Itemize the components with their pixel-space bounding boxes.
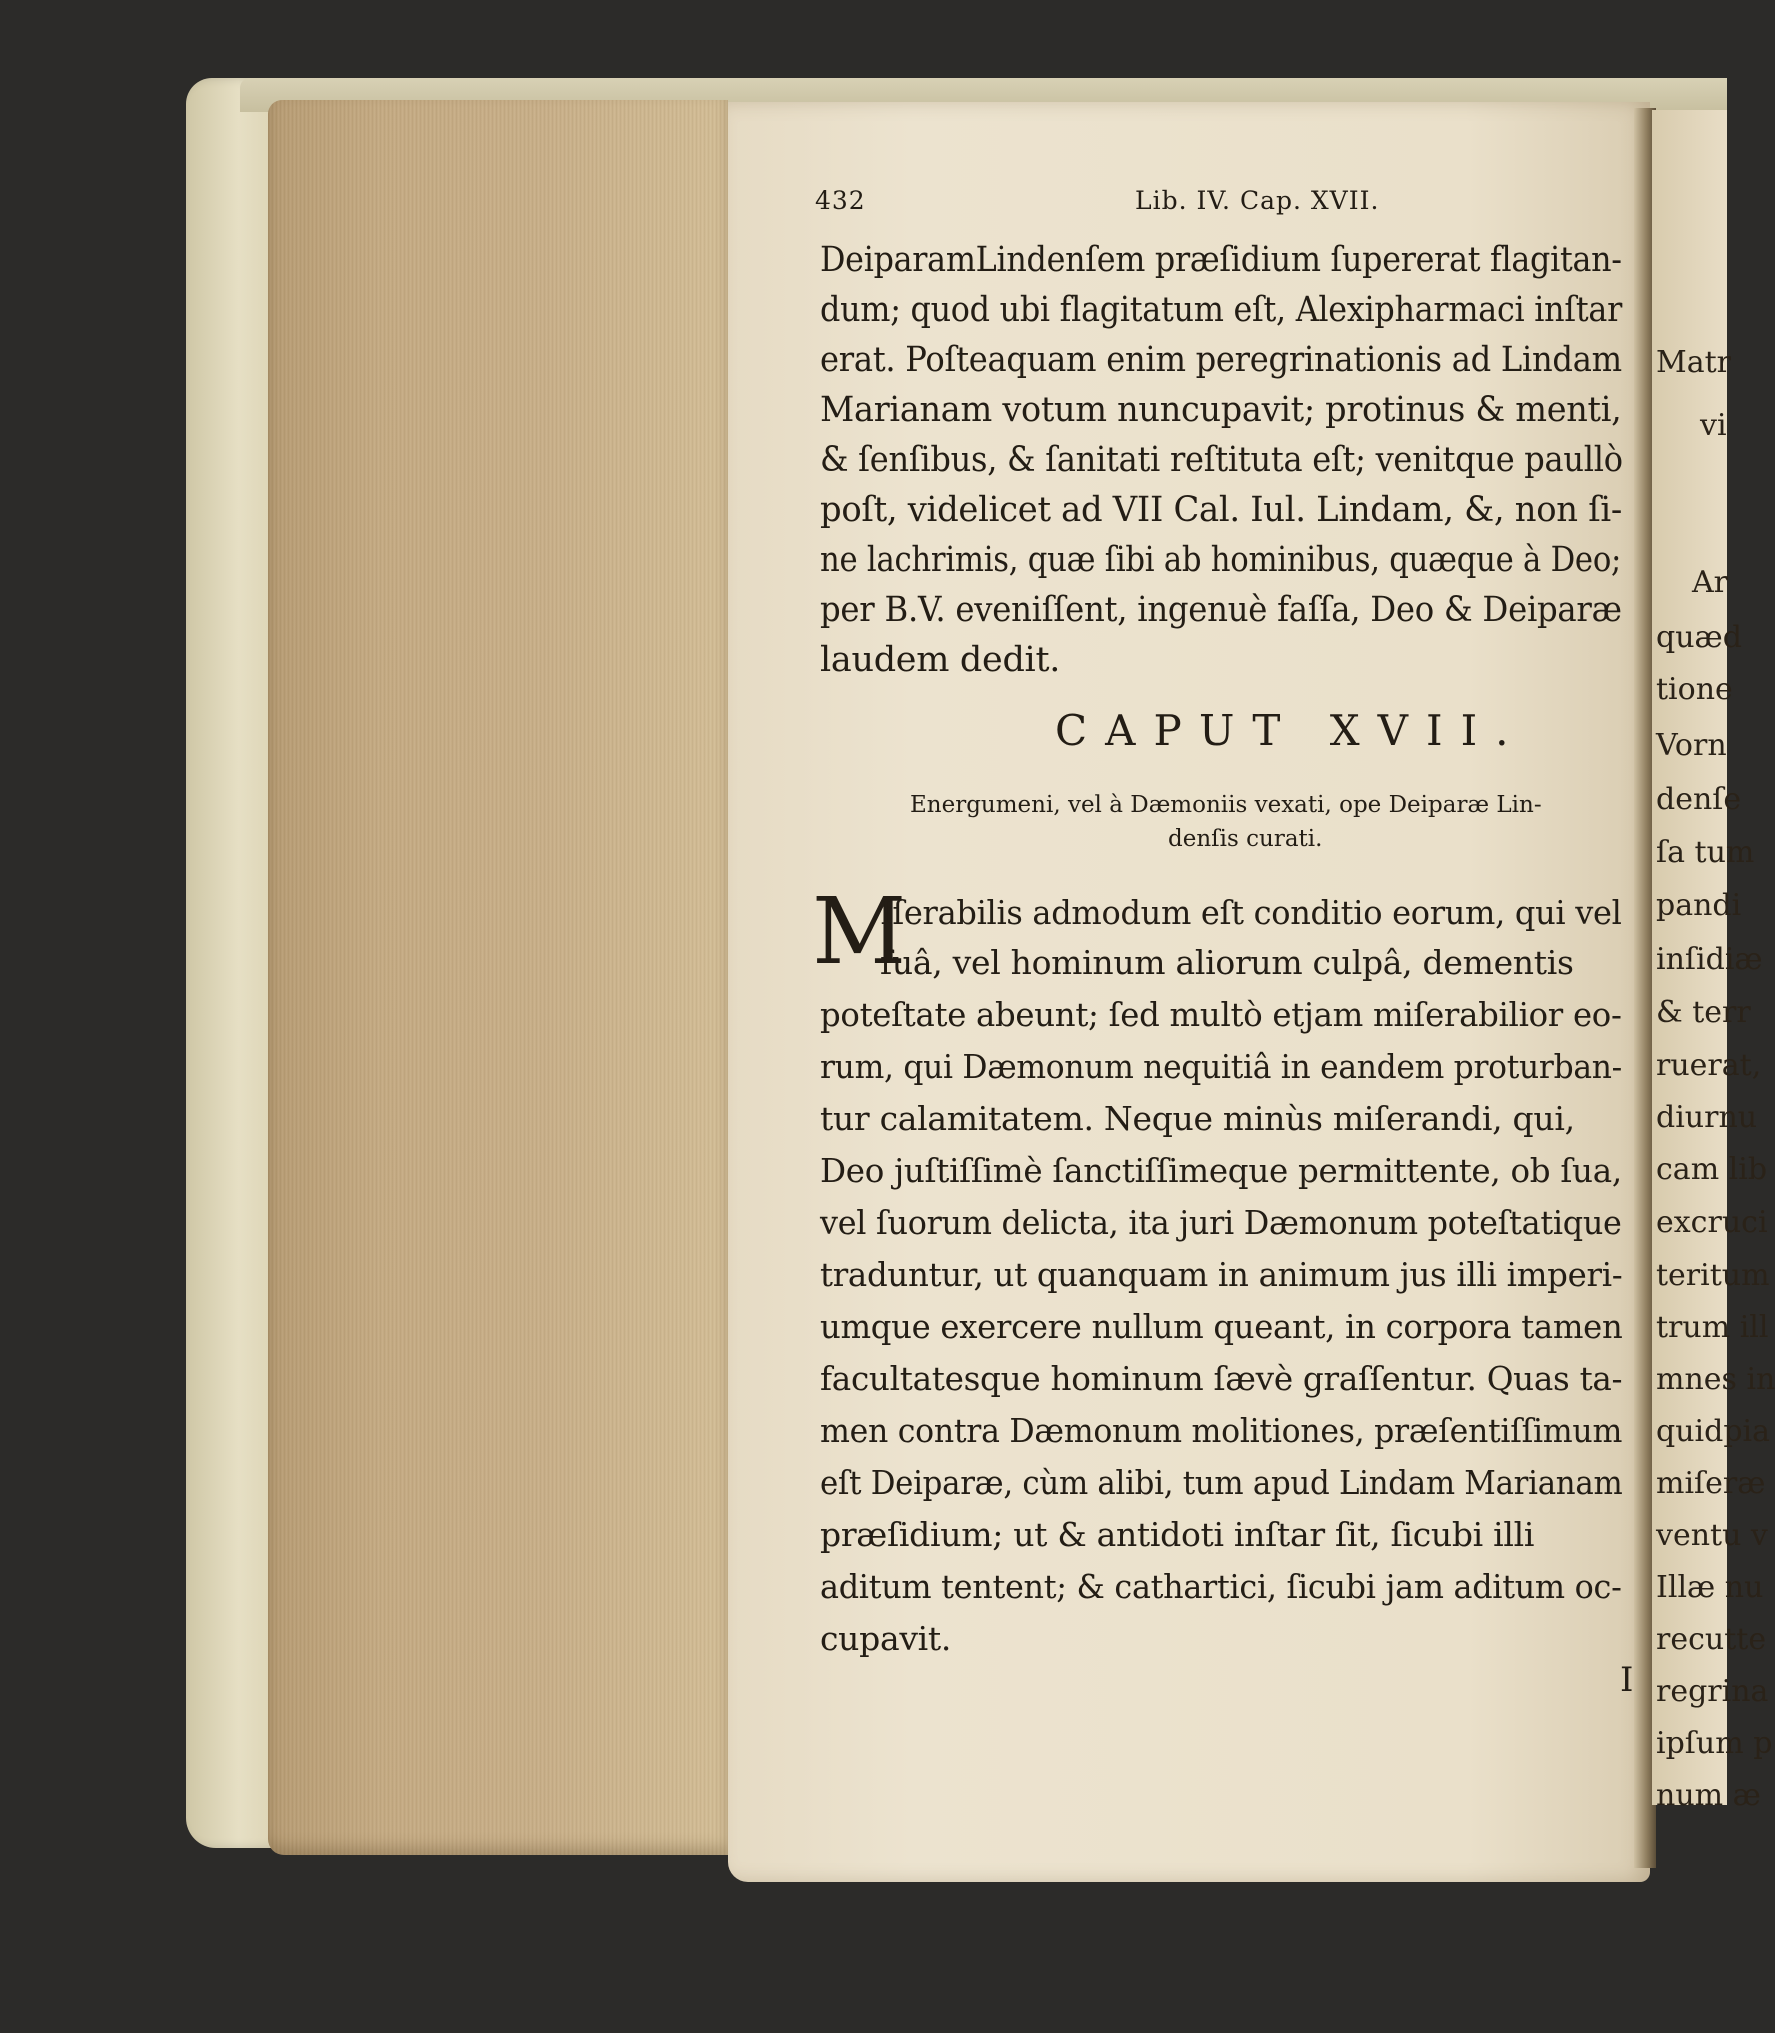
chapter-title: CAPUT XVII. — [1055, 706, 1527, 755]
text-line: Deo juſtiſſimè ſanctiſſimeque permittente, ob ſua, — [820, 1151, 1622, 1190]
facing-fragment: & terr — [1656, 995, 1751, 1030]
facing-fragment: diurnu — [1656, 1100, 1758, 1135]
facing-fragment: Illæ nu — [1656, 1570, 1764, 1605]
facing-fragment: pandi — [1656, 888, 1742, 923]
drop-cap: M — [812, 878, 907, 985]
facing-page — [1652, 110, 1775, 1813]
text-line: facultatesque hominum ſævè graſſentur. Quas ta- — [820, 1359, 1623, 1398]
text-line: erat. Poſteaquam enim peregrinationis ad Lindam — [820, 340, 1622, 380]
text-line: & ſenſibus, & ſanitati reſtituta eſt; venitque paullò — [820, 440, 1623, 480]
text-line: cupavit. — [820, 1619, 952, 1658]
text-line: eſt Deiparæ, cùm alibi, tum apud Lindam Marianam — [820, 1463, 1623, 1502]
facing-fragment: excruci — [1656, 1205, 1768, 1240]
text-line: Marianam votum nuncupavit; protinus & menti, — [820, 390, 1622, 430]
facing-fragment: denſe — [1656, 782, 1742, 817]
facing-fragment: cam lib — [1656, 1152, 1768, 1187]
text-line: aditum tentent; & cathartici, ſicubi jam aditum oc- — [820, 1567, 1622, 1606]
catchword: I — [1620, 1660, 1634, 1700]
text-line: tur calamitatem. Neque minùs miſerandi, qui, — [820, 1099, 1575, 1138]
text-line: laudem dedit. — [820, 640, 1061, 680]
facing-fragment: Vorn — [1656, 728, 1727, 763]
facing-fragment: ruerat, — [1656, 1048, 1762, 1083]
facing-fragment: vi — [1700, 408, 1727, 443]
text-line: Iſerabilis admodum eſt conditio eorum, qui vel — [880, 893, 1622, 932]
page-block-fore-edge — [268, 100, 728, 1855]
text-line: vel ſuorum delicta, ita juri Dæmonum poteſtatique — [820, 1203, 1622, 1242]
text-line: traduntur, ut quanquam in animum jus illi imperi- — [820, 1255, 1623, 1294]
text-line: per B.V. eveniſſent, ingenuè faſſa, Deo & Deiparæ — [820, 590, 1622, 630]
facing-fragment: miſeræ — [1656, 1466, 1766, 1501]
page-number: 432 — [815, 186, 866, 215]
text-line: dum; quod ubi flagitatum eſt, Alexipharmaci inſtar — [820, 290, 1623, 330]
text-line: ſuâ, vel hominum aliorum culpâ, dementis — [880, 943, 1574, 982]
facing-fragment: regrina — [1656, 1674, 1769, 1709]
facing-fragment: ventu v — [1656, 1518, 1768, 1553]
text-line: umque exercere nullum queant, in corpora tamen — [820, 1307, 1623, 1346]
text-line: ne lachrimis, quæ ſibi ab hominibus, quæque à Deo; — [820, 540, 1622, 580]
facing-fragment: quæd — [1656, 620, 1742, 655]
facing-fragment: ſa tum — [1656, 835, 1755, 870]
text-line: DeiparamLindenſem præſidium ſupererat flagitan- — [820, 240, 1622, 280]
facing-fragment: tione — [1656, 672, 1733, 707]
chapter-subtitle: denſis curati. — [1168, 826, 1323, 852]
facing-fragment: Ar — [1692, 565, 1729, 600]
facing-fragment: quidpia — [1656, 1414, 1771, 1449]
text-line: præſidium; ut & antidoti inſtar ſit, ſicubi illi — [820, 1515, 1535, 1554]
text-line: rum, qui Dæmonum nequitiâ in eandem proturban- — [820, 1047, 1622, 1086]
facing-fragment: ipſum p — [1656, 1726, 1773, 1761]
facing-fragment: recutte — [1656, 1622, 1767, 1657]
facing-fragment: teritum — [1656, 1258, 1770, 1293]
facing-fragment: Matr — [1656, 345, 1731, 380]
text-line: men contra Dæmonum molitiones, præſentiſſimum — [820, 1411, 1623, 1450]
facing-fragment: num æ — [1656, 1778, 1761, 1813]
chapter-subtitle: Energumeni, vel à Dæmoniis vexati, ope Deiparæ Lin- — [910, 792, 1542, 818]
text-line: poſt, videlicet ad VII Cal. Iul. Lindam, &, non ſi- — [820, 490, 1623, 530]
facing-fragment: mnes in — [1656, 1362, 1775, 1397]
running-title: Lib. IV. Cap. XVII. — [1135, 186, 1380, 215]
facing-fragment: trum ill — [1656, 1310, 1769, 1345]
facing-fragment: inſidiæ — [1656, 942, 1763, 977]
text-line: poteſtate abeunt; ſed multò etjam miſerabilior eo- — [820, 995, 1622, 1034]
